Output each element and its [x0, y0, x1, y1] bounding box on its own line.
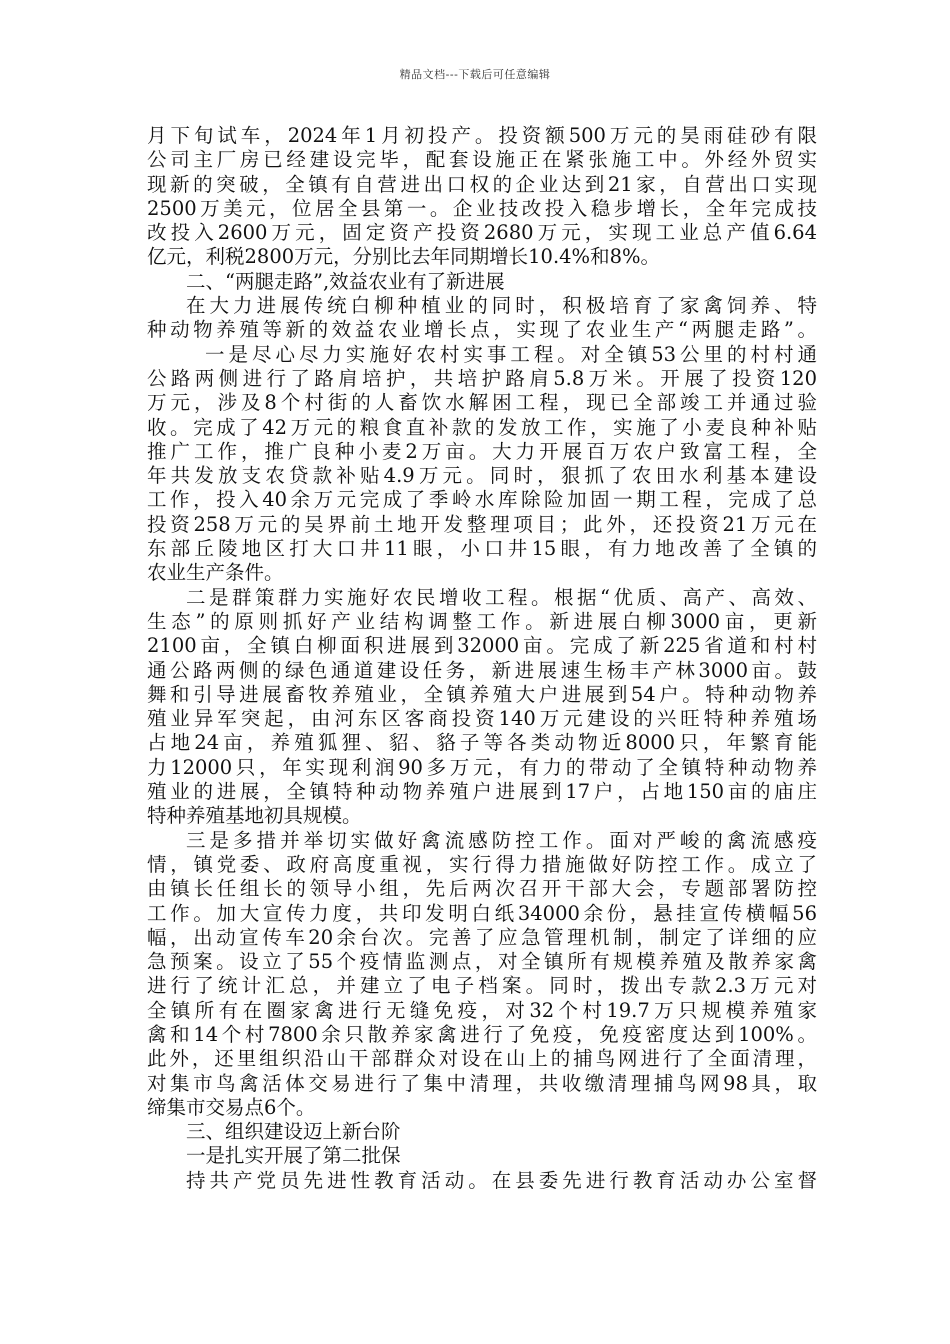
- text-line: 力12000只，年实现利润90多万元，有力的带动了全镇特种动物养: [147, 755, 817, 779]
- document-body: [147, 124, 817, 1193]
- text-line: 三、组织建设迈上新台阶: [186, 1120, 401, 1144]
- text-line: 殖业异军突起，由河东区客商投资140万元建设的兴旺特种养殖场: [147, 707, 817, 731]
- text-line: 全镇所有在圈家禽进行无缝免疫，对32个村19.7万只规模养殖家: [147, 998, 817, 1022]
- text-line: 占地24亩，养殖狐狸、貂、貉子等各类动物近8000只，年繁育能: [147, 731, 817, 755]
- text-line: 特种养殖基地初具规模。: [147, 804, 362, 828]
- text-line: 二、“两腿走路”,效益农业有了新进展: [186, 269, 505, 293]
- text-line: 现新的突破，全镇有自营进出口权的企业达到21家，自营出口实现: [147, 172, 817, 196]
- text-line: 三是多措并举切实做好禽流感防控工作。面对严峻的禽流感疫: [186, 828, 817, 852]
- text-line: 一是扎实开展了第二批保: [186, 1144, 401, 1168]
- text-line: 此外，还里组织沿山干部群众对设在山上的捕鸟网进行了全面清理，: [147, 1047, 817, 1071]
- text-line: 舞和引导进展畜牧养殖业，全镇养殖大户进展到54户。特种动物养: [147, 682, 817, 706]
- text-line: 二是群策群力实施好农民增收工程。根据“优质、高产、高效、: [186, 585, 817, 609]
- text-line: 工作，投入40余万元完成了季岭水库除险加固一期工程，完成了总: [147, 488, 817, 512]
- text-line: 农业生产条件。: [147, 561, 284, 585]
- text-line: 缔集市交易点6个。: [147, 1095, 316, 1119]
- text-line: 急预案。设立了55个疫情监测点，对全镇所有规模养殖及散养家禽: [147, 950, 817, 974]
- text-line: 收。完成了42万元的粮食直补款的发放工作，实施了小麦良种补贴: [147, 415, 817, 439]
- text-line: 种动物养殖等新的效益农业增长点，实现了农业生产“两腿走路”。: [147, 318, 817, 342]
- text-line: 2500万美元，位居全县第一。企业技改投入稳步增长，全年完成技: [147, 196, 817, 220]
- text-line: 由镇长任组长的领导小组，先后两次召开干部大会，专题部署防控: [147, 877, 817, 901]
- text-line: 通公路两侧的绿色通道建设任务，新进展速生杨丰产林3000亩。鼓: [147, 658, 817, 682]
- text-line: 工作。加大宣传力度，共印发明白纸34000余份，悬挂宣传横幅56: [147, 901, 817, 925]
- text-line: 年共发放支农贷款补贴4.9万元。同时，狠抓了农田水利基本建设: [147, 464, 817, 488]
- text-line: 公路两侧进行了路肩培护，共培护路肩5.8万米。开展了投资120: [147, 366, 817, 390]
- text-line: 一是尽心尽力实施好农村实事工程。对全镇53公里的村村通: [205, 342, 817, 366]
- text-line: 在大力进展传统白柳种植业的同时，积极培育了家禽饲养、特: [186, 294, 817, 318]
- page-header: 精品文档---下载后可任意编辑: [399, 68, 551, 81]
- text-line: 东部丘陵地区打大口井11眼，小口井15眼，有力地改善了全镇的: [147, 537, 817, 561]
- text-line: 进行了统计汇总，并建立了电子档案。同时，拨出专款2.3万元对: [147, 974, 817, 998]
- text-line: 殖业的进展，全镇特种动物养殖户进展到17户，占地150亩的庙庄: [147, 780, 817, 804]
- text-line: 情，镇党委、政府高度重视，实行得力措施做好防控工作。成立了: [147, 852, 817, 876]
- text-line: 公司主厂房已经建设完毕，配套设施正在紧张施工中。外经外贸实: [147, 148, 817, 172]
- text-line: 万元，涉及8个村街的人畜饮水解困工程，现已全部竣工并通过验: [147, 391, 817, 415]
- text-line: 对集市鸟禽活体交易进行了集中清理，共收缴清理捕鸟网98具，取: [147, 1071, 817, 1095]
- text-line: 持共产党员先进性教育活动。在县委先进行教育活动办公室督: [186, 1168, 817, 1192]
- text-line: 幅，出动宣传车20余台次。完善了应急管理机制，制定了详细的应: [147, 925, 817, 949]
- text-line: 禽和14个村7800余只散养家禽进行了免疫，免疫密度达到100%。: [147, 1022, 817, 1046]
- text-line: 推广工作，推广良种小麦2万亩。大力开展百万农户致富工程，全: [147, 439, 817, 463]
- text-line: 亿元，利税2800万元，分别比去年同期增长10.4%和8%。: [147, 245, 661, 269]
- text-line: 2100亩，全镇白柳面积进展到32000亩。完成了新225省道和村村: [147, 634, 817, 658]
- text-line: 改投入2600万元，固定资产投资2680万元，实现工业总产值6.64: [147, 221, 817, 245]
- text-line: 生态”的原则抓好产业结构调整工作。新进展白柳3000亩，更新: [147, 609, 817, 633]
- text-line: 投资258万元的吴界前土地开发整理项目；此外，还投资21万元在: [147, 512, 817, 536]
- text-line: 月下旬试车，2024年1月初投产。投资额500万元的昊雨硅砂有限: [147, 124, 817, 147]
